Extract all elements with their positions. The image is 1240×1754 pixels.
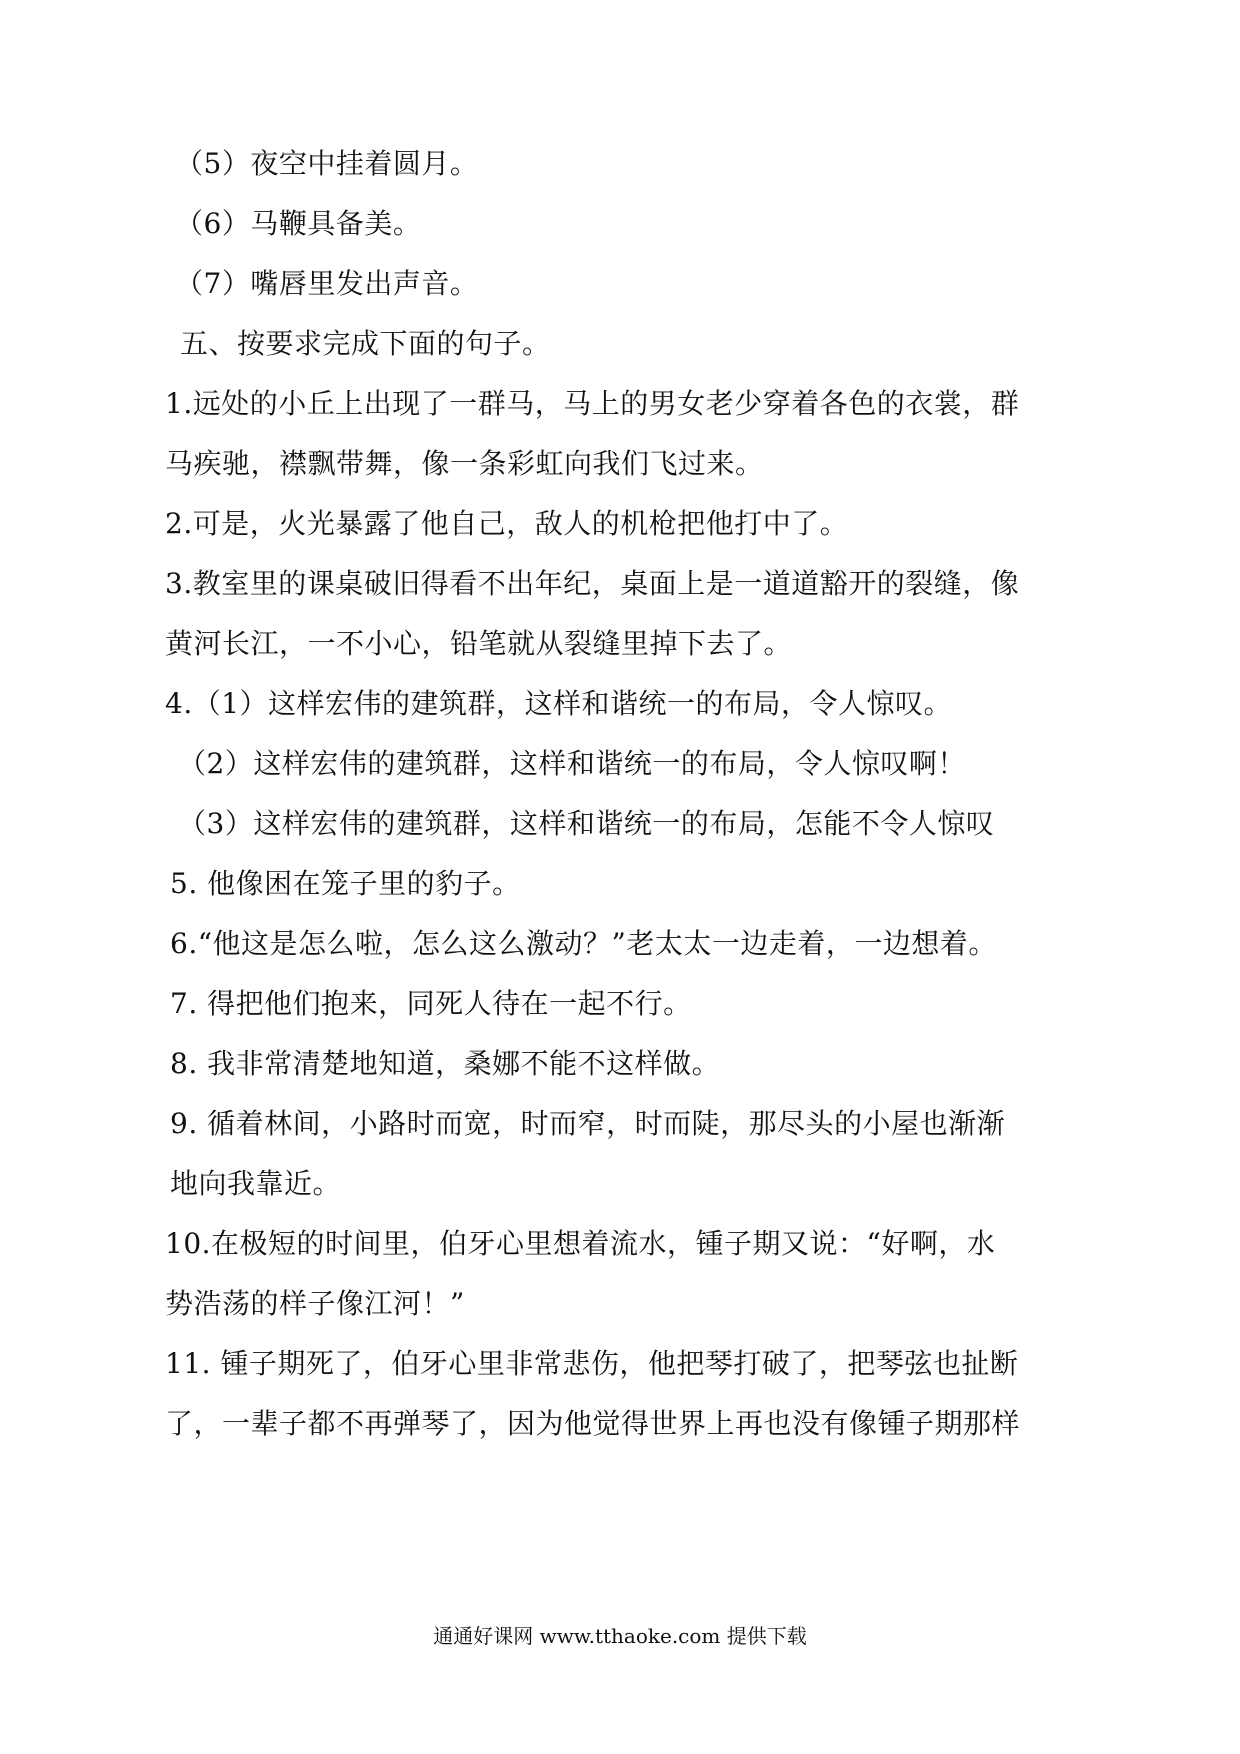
text-line: （6）马鞭具备美。 (175, 207, 422, 240)
text-line: 10.在极短的时间里，伯牙心里想着流水，锺子期又说：“好啊，水 (165, 1227, 996, 1260)
text-line: 4.（1）这样宏伟的建筑群，这样和谐统一的布局，令人惊叹。 (165, 687, 953, 720)
text-line: 势浩荡的样子像江河！” (165, 1287, 465, 1320)
text-line: 5. 他像困在笼子里的豹子。 (170, 867, 521, 900)
text-line: 马疾驰，襟飘带舞，像一条彩虹向我们飞过来。 (165, 447, 764, 480)
text-line: 7. 得把他们抱来，同死人待在一起不行。 (170, 987, 692, 1020)
text-line: 3.教室里的课桌破旧得看不出年纪，桌面上是一道道豁开的裂缝，像 (165, 567, 1020, 600)
text-line: 地向我靠近。 (170, 1167, 342, 1200)
text-line: 2.可是，火光暴露了他自己，敌人的机枪把他打中了。 (165, 507, 849, 540)
text-line: （7）嘴唇里发出声音。 (175, 267, 479, 300)
text-line: 1.远处的小丘上出现了一群马，马上的男女老少穿着各色的衣裳，群 (165, 387, 1020, 420)
text-line: 11. 锺子期死了，伯牙心里非常悲伤，他把琴打破了，把琴弦也扯断 (165, 1347, 1019, 1380)
text-line: 6.“他这是怎么啦，怎么这么激动？”老太太一边走着，一边想着。 (170, 927, 997, 960)
text-line: 了，一辈子都不再弹琴了，因为他觉得世界上再也没有像锺子期那样 (165, 1407, 1021, 1440)
page-footer: 通通好课网 www.tthaoke.com 提供下载 (433, 1624, 807, 1648)
text-line: 黄河长江，一不小心，铅笔就从裂缝里掉下去了。 (165, 627, 793, 660)
text-line: 8. 我非常清楚地知道，桑娜不能不这样做。 (170, 1047, 721, 1080)
text-line: （3）这样宏伟的建筑群，这样和谐统一的布局，怎能不令人惊叹 (178, 807, 995, 840)
text-line: 9. 循着林间，小路时而宽，时而窄，时而陡，那尽头的小屋也渐渐 (170, 1107, 1006, 1140)
section-heading: 五、按要求完成下面的句子。 (180, 327, 551, 360)
text-line: （2）这样宏伟的建筑群，这样和谐统一的布局，令人惊叹啊！ (178, 747, 966, 780)
text-line: （5）夜空中挂着圆月。 (175, 147, 479, 180)
